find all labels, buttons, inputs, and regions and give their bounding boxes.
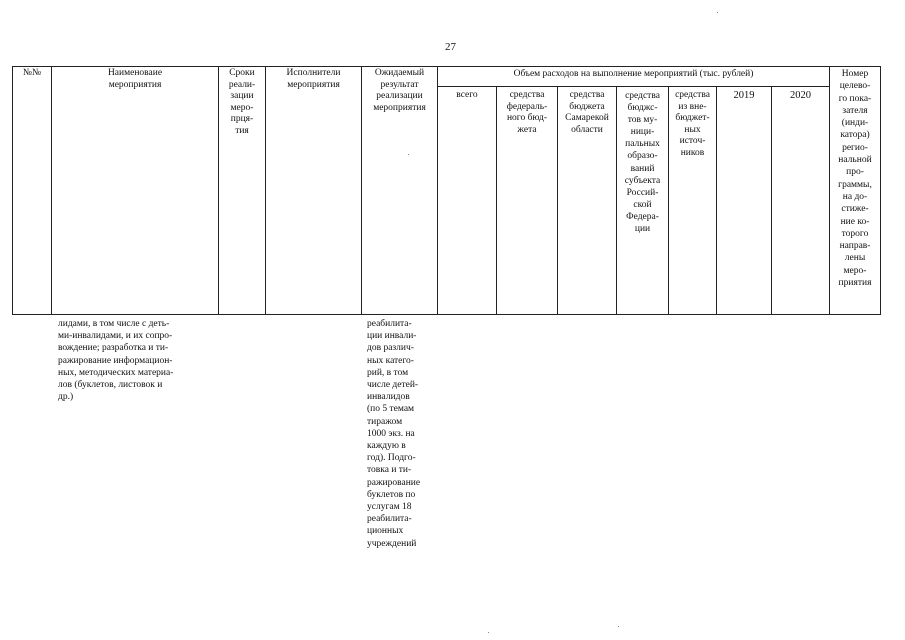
measure-name-continued: лидами, в том числе с деть- ми-инвалидами, и их сопро- вождение; разработка и ти- ражирование информацион- ных, методических материа- лов (буклетов, листовок и др.) [58, 319, 174, 403]
header-name: Наименоваие мероприятия [107, 68, 163, 90]
header-executors: Исполнители мероприятия [286, 68, 341, 90]
header-indicator: Номер целево- го пока- зателя (инди- катора) регио- нальной про- граммы, на до- стиже- ние ко- торого направ- лены меро- приятия [838, 69, 872, 289]
header-federal: средства федераль- ного бюд- жета [506, 90, 548, 135]
header-extrabudget: средства из вне- бюджет- ных источ- ников [675, 90, 710, 158]
header-result: Ожидаемый результат реализации мероприятия [373, 68, 426, 113]
header-terms: Сроки реали- зации меро- прця- тия [228, 68, 256, 136]
header-samara: средства бюджета Самарекой области [565, 90, 609, 135]
header-2019: 2019 [733, 90, 755, 101]
expected-result-continued: реабилита- ции инвали- дов различ- ных катего- рий, в том числе детей- инвалидов (по 5 темам тиражом 1000 экз. на каждую в год). Подго- товка и ти- ражирование буклетов по услугам 18 реабилита- ционных учреждений [367, 319, 421, 549]
header-municipal: средства бюджс- тов му- ници- пальных образо- ваний субъекта Россий- ской Федера- ции [624, 91, 661, 235]
header-number: №№ [22, 68, 42, 78]
header-2020: 2020 [790, 90, 811, 101]
page-number: 27 [445, 41, 456, 53]
header-volume-group: Объем расходов на выполнение мероприятий (тыс. рублей) [513, 69, 754, 79]
header-total: всего [456, 90, 478, 100]
